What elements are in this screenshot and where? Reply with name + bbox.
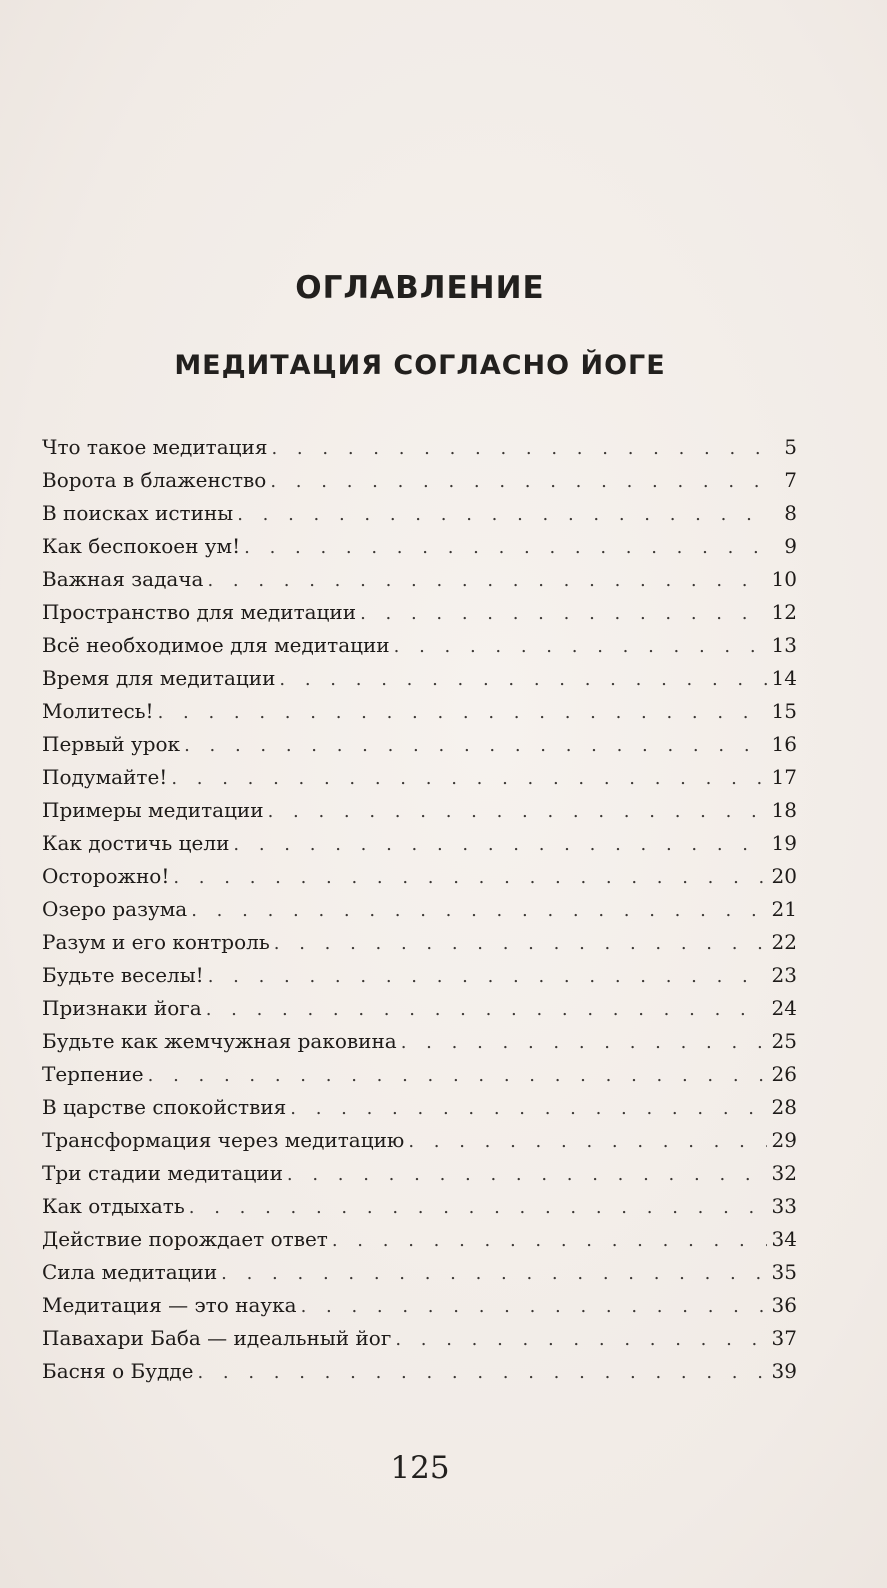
toc-entry-page: 21 bbox=[771, 897, 797, 921]
toc-dot-leader bbox=[208, 960, 767, 993]
toc-entry-title: Озеро разума bbox=[42, 897, 188, 921]
toc-entry bbox=[42, 563, 797, 596]
toc-entry-title: Важная задача bbox=[42, 567, 204, 591]
toc-entry-page: 28 bbox=[771, 1095, 797, 1119]
toc-entry-page: 24 bbox=[771, 996, 797, 1020]
toc-entry bbox=[42, 497, 797, 530]
toc-entry-title: Первый урок bbox=[42, 732, 181, 756]
toc-entry bbox=[42, 1025, 797, 1058]
toc-dot-leader bbox=[158, 696, 767, 729]
toc-entry-page: 9 bbox=[784, 534, 797, 558]
toc-entry-title: Терпение bbox=[42, 1062, 144, 1086]
toc-entry-page: 32 bbox=[771, 1161, 797, 1185]
toc-entry-page: 37 bbox=[771, 1326, 797, 1350]
toc-dot-leader bbox=[221, 1257, 767, 1290]
toc-dot-leader bbox=[287, 1158, 767, 1191]
toc-entry-title: Трансформация через медитацию bbox=[42, 1128, 405, 1152]
page-title: ОГЛАВЛЕНИЕ bbox=[295, 270, 545, 306]
toc-entry-title: Примеры медитации bbox=[42, 798, 264, 822]
toc-entry-title: В поисках истины bbox=[42, 501, 234, 525]
toc-entry bbox=[42, 1289, 797, 1322]
toc-entry-page: 26 bbox=[771, 1062, 797, 1086]
toc-entry-page: 39 bbox=[771, 1359, 797, 1383]
toc-entry-title: Сила медитации bbox=[42, 1260, 218, 1284]
toc-entry-title: В царстве спокойствия bbox=[42, 1095, 287, 1119]
toc-entry-page: 10 bbox=[771, 567, 797, 591]
toc-entry-page: 23 bbox=[771, 963, 797, 987]
toc-dot-leader bbox=[173, 861, 767, 894]
toc-entry-title: Как достичь цели bbox=[42, 831, 230, 855]
toc-dot-leader bbox=[394, 630, 767, 663]
toc-entry-title: Как беспокоен ум! bbox=[42, 534, 241, 558]
toc-dot-leader bbox=[191, 894, 767, 927]
toc-entry-page: 35 bbox=[771, 1260, 797, 1284]
toc-entry-title: Молитесь! bbox=[42, 699, 154, 723]
toc-dot-leader bbox=[206, 993, 767, 1026]
toc-entry-page: 13 bbox=[771, 633, 797, 657]
toc-entry-title: Ворота в блаженство bbox=[42, 468, 267, 492]
toc-entry bbox=[42, 761, 797, 794]
toc-dot-leader bbox=[395, 1323, 767, 1356]
toc-entry-title: Время для медитации bbox=[42, 666, 276, 690]
toc-entry bbox=[42, 794, 797, 827]
toc-dot-leader bbox=[408, 1125, 767, 1158]
toc-entry-title: Медитация — это наука bbox=[42, 1293, 297, 1317]
toc-entry-page: 8 bbox=[784, 501, 797, 525]
toc-entry bbox=[42, 728, 797, 761]
toc-entry bbox=[42, 431, 797, 464]
toc-entry-page: 22 bbox=[771, 930, 797, 954]
toc-entry bbox=[42, 464, 797, 497]
toc-entry bbox=[42, 1256, 797, 1289]
toc-dot-leader bbox=[148, 1059, 767, 1092]
toc-entry-page: 25 bbox=[771, 1029, 797, 1053]
toc-entry-title: Разум и его контроль bbox=[42, 930, 270, 954]
toc-dot-leader bbox=[270, 465, 767, 498]
table-of-contents bbox=[42, 431, 797, 1388]
toc-entry-title: Басня о Будде bbox=[42, 1359, 194, 1383]
toc-dot-leader bbox=[189, 1191, 767, 1224]
toc-entry bbox=[42, 530, 797, 563]
toc-dot-leader bbox=[360, 597, 767, 630]
toc-entry bbox=[42, 1322, 797, 1355]
toc-entry-page: 7 bbox=[784, 468, 797, 492]
toc-entry bbox=[42, 629, 797, 662]
toc-entry bbox=[42, 1091, 797, 1124]
toc-entry bbox=[42, 662, 797, 695]
toc-entry-page: 16 bbox=[771, 732, 797, 756]
toc-entry-title: Как отдыхать bbox=[42, 1194, 185, 1218]
toc-entry bbox=[42, 596, 797, 629]
toc-entry-title: Будьте веселы! bbox=[42, 963, 204, 987]
toc-entry-page: 17 bbox=[771, 765, 797, 789]
toc-dot-leader bbox=[274, 927, 767, 960]
toc-entry-page: 18 bbox=[771, 798, 797, 822]
toc-dot-leader bbox=[184, 729, 767, 762]
toc-dot-leader bbox=[401, 1026, 767, 1059]
toc-entry bbox=[42, 1223, 797, 1256]
toc-dot-leader bbox=[301, 1290, 767, 1323]
toc-entry bbox=[42, 1124, 797, 1157]
toc-entry bbox=[42, 893, 797, 926]
toc-entry-page: 36 bbox=[771, 1293, 797, 1317]
toc-entry-title: Признаки йога bbox=[42, 996, 202, 1020]
toc-entry-page: 5 bbox=[784, 435, 797, 459]
toc-entry-title: Пространство для медитации bbox=[42, 600, 357, 624]
toc-entry-title: Павахари Баба — идеальный йог bbox=[42, 1326, 392, 1350]
toc-entry-title: Осторожно! bbox=[42, 864, 170, 888]
toc-entry-title: Три стадии медитации bbox=[42, 1161, 283, 1185]
toc-entry bbox=[42, 1355, 797, 1388]
toc-entry-page: 15 bbox=[771, 699, 797, 723]
toc-dot-leader bbox=[268, 795, 767, 828]
toc-dot-leader bbox=[332, 1224, 767, 1257]
toc-dot-leader bbox=[197, 1356, 767, 1389]
toc-dot-leader bbox=[290, 1092, 767, 1125]
toc-entry-page: 14 bbox=[771, 666, 797, 690]
toc-entry-page: 20 bbox=[771, 864, 797, 888]
toc-entry-title: Всё необходимое для медитации bbox=[42, 633, 390, 657]
toc-dot-leader bbox=[271, 432, 767, 465]
toc-dot-leader bbox=[233, 828, 767, 861]
toc-entry bbox=[42, 695, 797, 728]
toc-entry-page: 19 bbox=[771, 831, 797, 855]
toc-dot-leader bbox=[171, 762, 767, 795]
toc-entry-page: 29 bbox=[771, 1128, 797, 1152]
toc-entry-title: Подумайте! bbox=[42, 765, 168, 789]
toc-entry-title: Будьте как жемчужная раковина bbox=[42, 1029, 397, 1053]
page-number: 125 bbox=[390, 1450, 450, 1486]
toc-dot-leader bbox=[207, 564, 767, 597]
toc-dot-leader bbox=[244, 531, 767, 564]
toc-entry-title: Что такое медитация bbox=[42, 435, 268, 459]
toc-entry bbox=[42, 1058, 797, 1091]
toc-entry-page: 12 bbox=[771, 600, 797, 624]
toc-entry bbox=[42, 827, 797, 860]
toc-entry-page: 34 bbox=[771, 1227, 797, 1251]
toc-entry bbox=[42, 1157, 797, 1190]
toc-entry bbox=[42, 959, 797, 992]
toc-entry-title: Действие порождает ответ bbox=[42, 1227, 328, 1251]
toc-entry bbox=[42, 992, 797, 1025]
toc-dot-leader bbox=[237, 498, 767, 531]
section-title: МЕДИТАЦИЯ СОГЛАСНО ЙОГЕ bbox=[174, 350, 666, 381]
toc-entry bbox=[42, 1190, 797, 1223]
toc-entry bbox=[42, 926, 797, 959]
toc-entry bbox=[42, 860, 797, 893]
toc-dot-leader bbox=[279, 663, 767, 696]
toc-entry-page: 33 bbox=[771, 1194, 797, 1218]
